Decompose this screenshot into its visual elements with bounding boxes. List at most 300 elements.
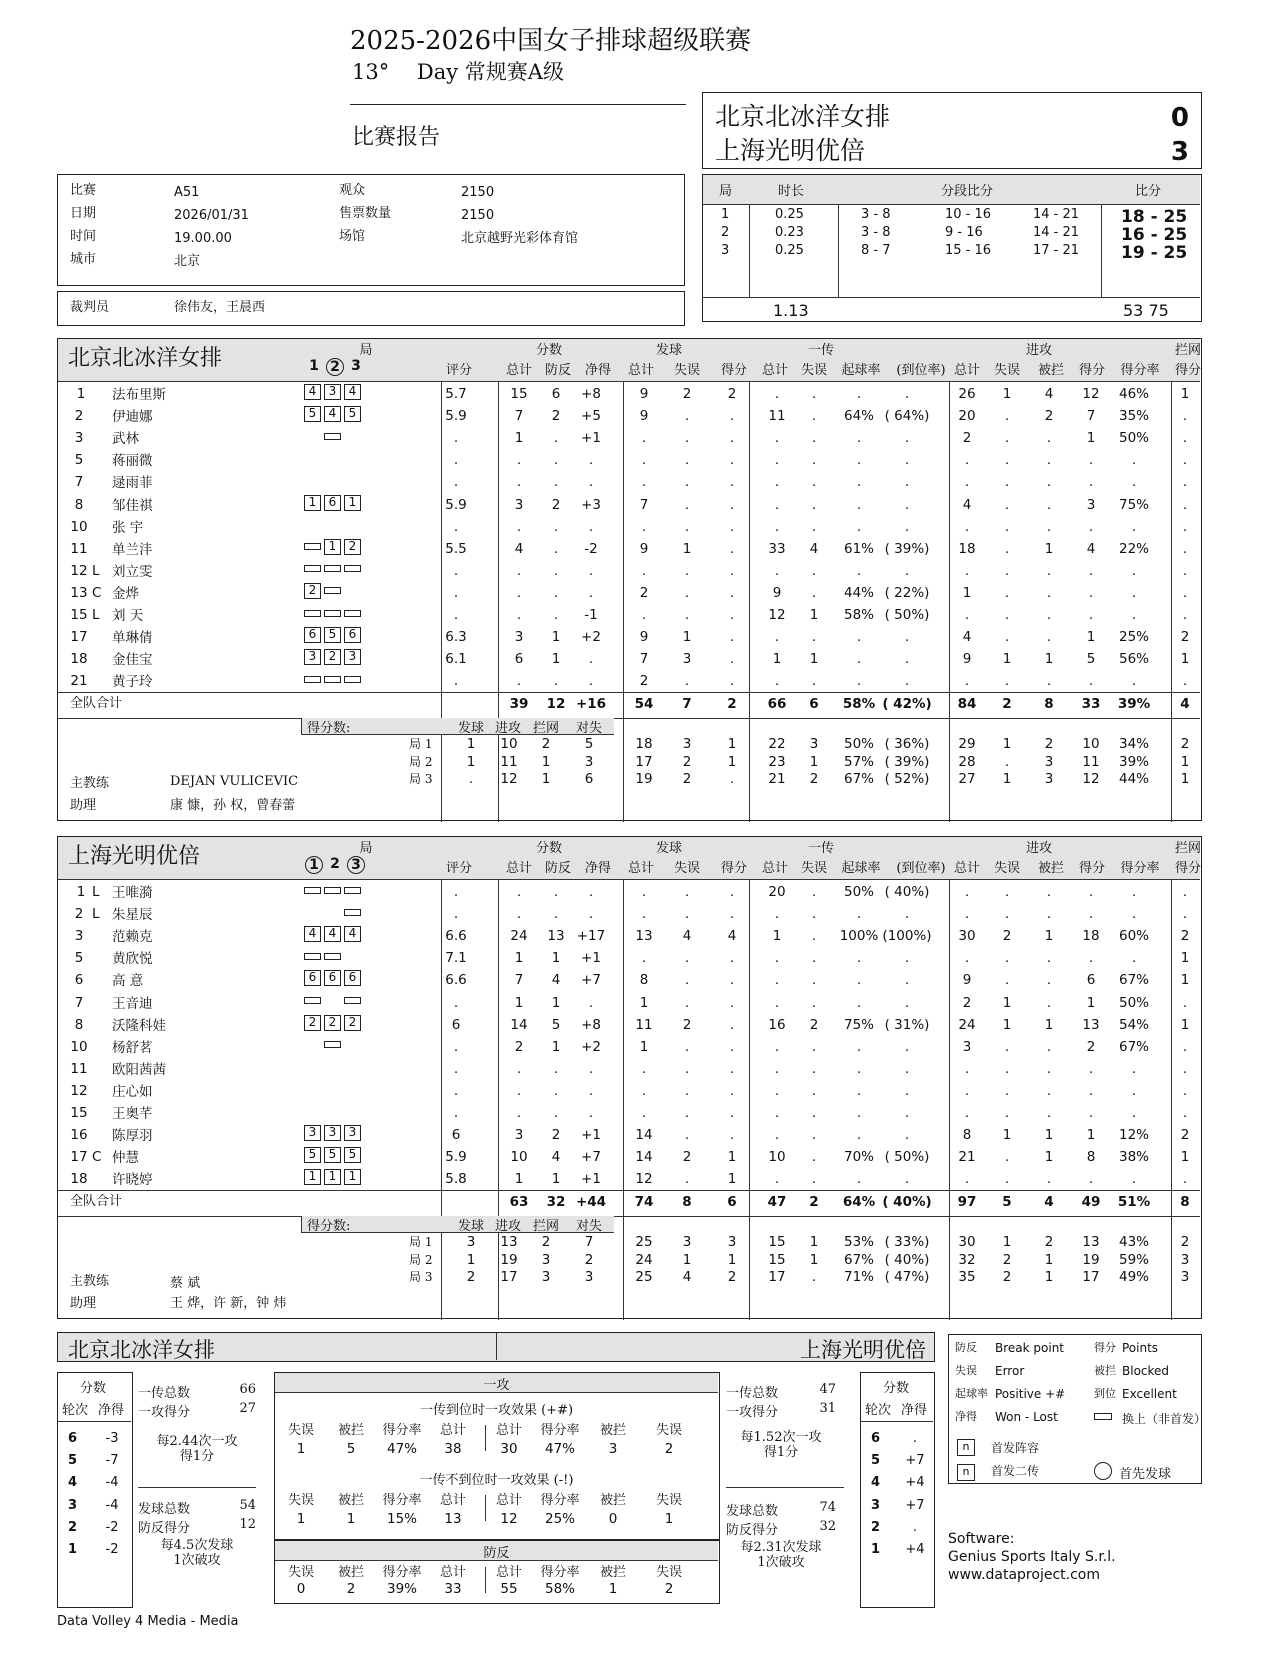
assistant-label: 助理 [70,798,97,814]
rotation-number: 5 [68,1453,78,1469]
stat-cell: . [904,1082,910,1099]
player-row [58,1124,1200,1146]
stat-cell: . [1182,518,1188,535]
player-name: 陈厚羽 [112,1128,153,1145]
player-number: 16 [70,1127,88,1144]
set-lineup [304,904,364,920]
stat-cell: . [553,452,559,469]
away-sets-won: 3 [1170,137,1189,167]
stat-cell: . [1088,518,1094,535]
per-set-cell: 3 [1044,753,1054,770]
summary-label: 发球总数 [138,1502,191,1517]
player-row [58,1058,1200,1080]
away-team-name: 上海光明优倍 [715,136,866,165]
stat-cell: 30 [958,928,976,945]
sets-head-partials: 分段比分 [941,184,994,199]
stat-cell: . [964,452,970,469]
stat-header: 总计 [495,1493,522,1508]
stat-cell: . [856,1082,862,1099]
stat-cell: 1 [639,994,649,1011]
counter-title: 防反 [483,1546,510,1561]
stat-cell: 8 [639,972,649,989]
stat-value: 1 [664,1511,674,1527]
set-partial: 3 - 8 [861,207,891,222]
stat-cell: . [1182,584,1188,601]
stat-cell: . [1182,906,1188,923]
player-row [58,1014,1200,1036]
stat-cell: . [1004,430,1010,447]
player-row [58,383,1200,405]
player-number: 21 [70,673,88,690]
stat-cell: . [811,562,817,579]
lineup-square-icon [304,1081,321,1097]
stat-value: 1 [346,1511,356,1527]
stat-value: 25% [544,1511,575,1527]
stat-cell: . [1004,562,1010,579]
lineup-square-icon [344,428,361,444]
stat-cell: . [904,386,910,402]
per-set-col: 进攻 [494,1219,521,1235]
set-lineup [304,450,364,466]
stat-cell: . [729,673,735,690]
stat-cell: 2 [1180,629,1190,646]
column-header: 一传 [807,841,834,856]
stat-cell: . [856,562,862,579]
rotation-net: +7 [905,1453,925,1469]
stat-cell: +1 [581,1171,601,1188]
lineup-square-icon [304,1059,321,1075]
stat-cell: . [588,452,594,469]
stat-cell: . [811,972,817,989]
stat-cell: . [1004,1060,1010,1077]
column-header: 得分 [720,363,747,378]
legend-key: 到位 [1094,1387,1116,1400]
per-set-cell: 3 [541,1251,551,1268]
stat-cell: 6 [1086,972,1096,989]
per-set-cell: 2 [541,736,551,753]
per-set-cell: . [468,771,474,788]
sets-head-score: 比分 [1135,184,1162,199]
player-row [58,405,1200,427]
stat-cell: 5.9 [445,496,467,513]
stat-cell: 15 [510,386,528,402]
stat-cell: . [856,1127,862,1144]
home-table-team-name: 北京北冰洋女排 [68,346,223,371]
stat-cell: . [856,906,862,923]
stat-cell: 13 [635,928,653,945]
stat-cell: . [729,906,735,923]
stat-cell: . [641,906,647,923]
column-header: 分数 [535,841,562,856]
stat-value: 1 [296,1511,306,1527]
stat-cell: . [1004,1171,1010,1188]
rotation-net: -2 [105,1542,119,1557]
stat-cell: . [904,906,910,923]
per-set-cell: 2 [1002,1251,1012,1268]
stat-cell: . [641,430,647,447]
stat-cell: 54% [1118,1016,1149,1033]
stat-value: 47% [386,1441,417,1457]
lineup-square-icon: 3 [324,1125,341,1141]
stat-header: 总计 [439,1423,466,1438]
lineup-square-icon: 6 [324,970,341,986]
total-cell: 8 [1180,1194,1190,1211]
total-cell: 2 [809,1194,819,1211]
set-number: 1 [721,207,730,222]
player-number: 2 [74,408,84,425]
column-header: 拦网 [1174,841,1201,856]
stat-cell: . [588,562,594,579]
player-name: 金烨 [112,585,139,602]
stat-cell: 2 [1180,928,1190,945]
divider [58,1190,1200,1191]
stat-cell: . [553,474,559,491]
stat-cell: . [1004,607,1010,623]
lineup-square-icon: 5 [304,406,321,422]
total-cell: 33 [1081,696,1101,713]
stat-cell: . [1004,518,1010,535]
stat-cell: 2 [1044,408,1054,425]
stat-cell: . [1004,884,1010,900]
total-cell: 63 [509,1194,529,1211]
stat-cell: 1 [514,430,524,447]
stat-header: 失误 [655,1565,682,1580]
stat-cell: . [516,673,522,690]
player-row [58,538,1200,560]
stat-cell: . [811,673,817,690]
lineup-square-icon: 3 [304,1125,321,1141]
player-row [58,903,1200,925]
stat-cell: 1 [1180,386,1190,402]
stat-cell: . [1004,1149,1010,1166]
stat-cell: . [1004,496,1010,513]
stat-cell: 1 [514,950,524,967]
stat-cell: . [1182,1038,1188,1055]
per-set-cell: 1 [809,1234,819,1251]
divider [58,692,1200,693]
stat-cell: . [588,884,594,900]
per-set-cell: 21 [768,771,786,788]
per-set-cell: 13 [500,1234,518,1251]
stat-cell: . [1131,950,1137,967]
lineup-square-icon: 5 [324,627,341,643]
substitution-icon [304,543,321,550]
stat-cell: . [684,408,690,425]
home-rotation-box [57,1372,133,1608]
total-cell: 74 [634,1194,654,1211]
stat-cell: 26 [958,386,976,402]
stat-cell: ( 39%) [884,540,930,557]
stat-cell: . [811,928,817,945]
set-number: 3 [721,243,730,258]
stat-header: 被拦 [599,1423,626,1438]
column-header: 得分 [1174,861,1201,876]
stat-cell: 18 [958,540,976,557]
info-label: 日期 [70,206,97,221]
per-set-cell: 19 [1082,1251,1100,1268]
stat-cell: . [684,474,690,491]
stat-cell: . [904,518,910,535]
stat-cell: . [964,950,970,967]
stat-cell: . [1182,496,1188,513]
stat-cell: . [729,518,735,535]
match-day: 13° Day 常规赛A级 [352,60,564,84]
substitution-icon [344,997,361,1004]
stat-cell: . [856,452,862,469]
total-cell: 2 [727,696,737,713]
column-header: 总计 [627,861,654,876]
stat-cell: +8 [581,386,601,402]
stat-value: 12 [500,1511,518,1527]
stat-cell: -2 [584,540,598,557]
stat-cell: 64% [843,408,874,425]
player-name: 武林 [112,431,139,448]
player-row [58,626,1200,648]
per-set-cell: 17 [500,1269,518,1286]
rotation-number: 6 [871,1431,881,1446]
legend-key: 起球率 [955,1387,988,1400]
stat-cell: 1 [514,1171,524,1188]
stat-header: 总计 [439,1565,466,1580]
column-header: 进攻 [1025,343,1052,358]
player-name: 伊迪娜 [112,409,153,426]
set-lineup [304,517,364,533]
stat-cell: 1 [1002,651,1012,668]
per-set-cell: 3 [1044,771,1054,788]
stat-cell: . [964,906,970,923]
stat-cell: . [1046,1038,1052,1055]
set-lineup [304,539,364,555]
legend-key: 防反 [955,1341,977,1354]
summary-line [726,1519,836,1538]
lineup-square-icon: 3 [324,384,341,400]
stat-value: 1 [296,1441,306,1457]
total-label: 全队合计 [70,696,123,712]
stat-cell: 7 [639,496,649,513]
column-header: 防反 [544,861,571,876]
stat-cell: . [904,651,910,668]
stat-cell: . [774,972,780,989]
stat-cell: . [729,430,735,447]
stat-cell: . [856,1060,862,1077]
total-cell: 6 [727,1194,737,1211]
coach-name: DEJAN VULICEVIC [170,774,299,790]
per-set-cell: 27 [958,771,976,788]
rotation-number: 6 [68,1431,78,1446]
player-number: 18 [70,651,88,668]
stat-cell: . [1088,906,1094,923]
summary-line [138,1382,256,1401]
stat-cell: 1 [1086,994,1096,1011]
stat-cell: 6 [551,386,561,402]
lineup-square-icon: 6 [344,627,361,643]
stat-cell: -1 [584,607,598,623]
stat-cell: . [516,452,522,469]
stat-value: 3 [608,1441,618,1457]
total-cell: 12 [546,696,566,713]
stat-cell: 12% [1118,1127,1149,1144]
stat-cell: 1 [809,607,819,623]
stat-cell: . [1182,1105,1188,1121]
stat-cell: . [1088,673,1094,690]
first-attack-title: 一攻 [483,1378,510,1393]
per-set-cell: 3 [466,1234,476,1251]
player-number: 10 [70,1038,88,1055]
column-header: 得分 [1174,363,1201,378]
per-set-cell: 17 [635,753,653,770]
stat-cell: ( 22%) [884,584,930,601]
sets-head-set: 局 [719,184,733,199]
stat-cell: . [588,1105,594,1121]
column-header: 总计 [953,861,980,876]
per-set-cell: 2 [1002,1269,1012,1286]
player-number: 17 [70,1149,88,1166]
per-set-label: 得分数: [307,1219,351,1235]
substitution-icon [324,565,341,572]
legend-start2: 首发二传 [991,1464,1040,1478]
column-header: (到位率) [896,861,946,876]
stat-cell: . [588,1060,594,1077]
per-set-cell: 17 [768,1269,786,1286]
summary-line [138,1401,256,1420]
stat-cell: 1 [1086,430,1096,447]
total-cell: 39 [509,696,529,713]
stat-cell: . [774,1171,780,1188]
stat-cell: . [729,496,735,513]
stat-cell: . [684,1127,690,1144]
divider [861,1421,933,1422]
stat-cell: . [1131,474,1137,491]
stat-cell: . [729,408,735,425]
stat-cell: . [1182,408,1188,425]
set-lineup [304,1059,364,1075]
lineup-square-icon [344,583,361,599]
stat-cell: . [1046,884,1052,900]
stat-cell: . [588,994,594,1011]
stat-cell: . [516,1105,522,1121]
set-lineup [304,948,364,964]
stat-cell: . [811,950,817,967]
stat-cell: 56% [1118,651,1149,668]
stat-cell: +1 [581,950,601,967]
stat-value: 15% [386,1511,417,1527]
stat-cell: . [553,906,559,923]
lineup-square-icon [324,1103,341,1119]
stat-cell: . [684,607,690,623]
summary-value: 32 [819,1519,836,1534]
stat-header: 得分率 [382,1493,422,1508]
per-set-cell: 2 [727,1269,737,1286]
column-header: 评分 [445,861,472,876]
stat-cell: . [1004,906,1010,923]
set-partial: 3 - 8 [861,225,891,240]
substitution-icon [324,953,341,960]
lineup-square-icon: 2 [304,1015,321,1031]
stat-cell: . [904,474,910,491]
stat-cell: 5.9 [445,1149,467,1166]
set-lineup [304,1015,364,1031]
stat-cell: . [774,1060,780,1077]
stat-cell: . [856,950,862,967]
stat-cell: . [729,629,735,646]
lineup-square-icon: 6 [304,627,321,643]
positive-reception-title: 一传到位时一攻效果 (+#) [419,1403,574,1418]
bottom-away-name: 上海光明优倍 [800,1338,926,1362]
stat-cell: . [1131,518,1137,535]
stat-value: 2 [346,1581,356,1597]
per-set-cell: 1 [466,1251,476,1268]
divider [703,297,1200,298]
stat-cell: 1 [772,928,782,945]
player-name: 王唯漪 [112,885,153,901]
set-duration: 0.25 [775,207,804,222]
stat-cell: 2 [1180,1127,1190,1144]
rotation-number: 3 [68,1497,78,1513]
stat-cell: . [729,994,735,1011]
substitution-icon [344,676,361,683]
per-set-cell: 35 [958,1269,976,1286]
summary-line [138,1498,256,1517]
per-set-cell: 7 [584,1234,594,1251]
stat-value: 5 [346,1441,356,1457]
per-set-cell: 67% [843,771,874,788]
lineup-square-icon: 4 [304,384,321,400]
stat-cell: . [1182,884,1188,900]
stat-cell: . [856,629,862,646]
stat-cell: 13 [1082,1016,1100,1033]
stat-cell: 22% [1118,540,1149,557]
column-header: 失误 [673,861,700,876]
stat-cell: . [1004,972,1010,989]
summary-line [726,1500,836,1519]
stat-cell: . [1131,1171,1137,1188]
stat-cell: . [1004,1082,1010,1099]
stat-cell: . [904,1127,910,1144]
info-label: 时间 [70,229,97,244]
stat-header: 被拦 [337,1423,364,1438]
per-set-cell: ( 52%) [884,771,930,788]
set-partial: 10 - 16 [945,207,992,222]
stat-cell: . [453,994,459,1011]
stat-cell: 7 [639,651,649,668]
per-set-cell: 4 [682,1269,692,1286]
stat-cell: 2 [514,1038,524,1055]
total-cell: +16 [575,696,607,713]
stat-cell: . [856,994,862,1011]
per-set-cell: 5 [584,736,594,753]
rotation-head: 轮次 [865,1403,892,1418]
stat-cell: . [516,1082,522,1099]
stat-cell: 1 [551,1038,561,1055]
set-partial: 14 - 21 [1033,225,1080,240]
player-role: C [92,584,102,601]
stat-cell: . [684,994,690,1011]
stat-cell: 18 [1082,928,1100,945]
stat-cell: 8 [962,1127,972,1144]
column-header: 总计 [953,363,980,378]
per-set-cell: 2 [1180,1234,1190,1251]
stat-value: 58% [544,1581,575,1597]
stat-cell: . [729,540,735,557]
stat-cell: . [684,972,690,989]
column-header: 防反 [544,363,571,378]
lineup-square-icon: 6 [324,495,341,511]
lineup-square-icon [344,472,361,488]
per-set-cell: 59% [1118,1251,1149,1268]
info-values-2 [461,181,578,250]
rotation-number: 1 [871,1542,881,1557]
player-row [58,1146,1200,1168]
